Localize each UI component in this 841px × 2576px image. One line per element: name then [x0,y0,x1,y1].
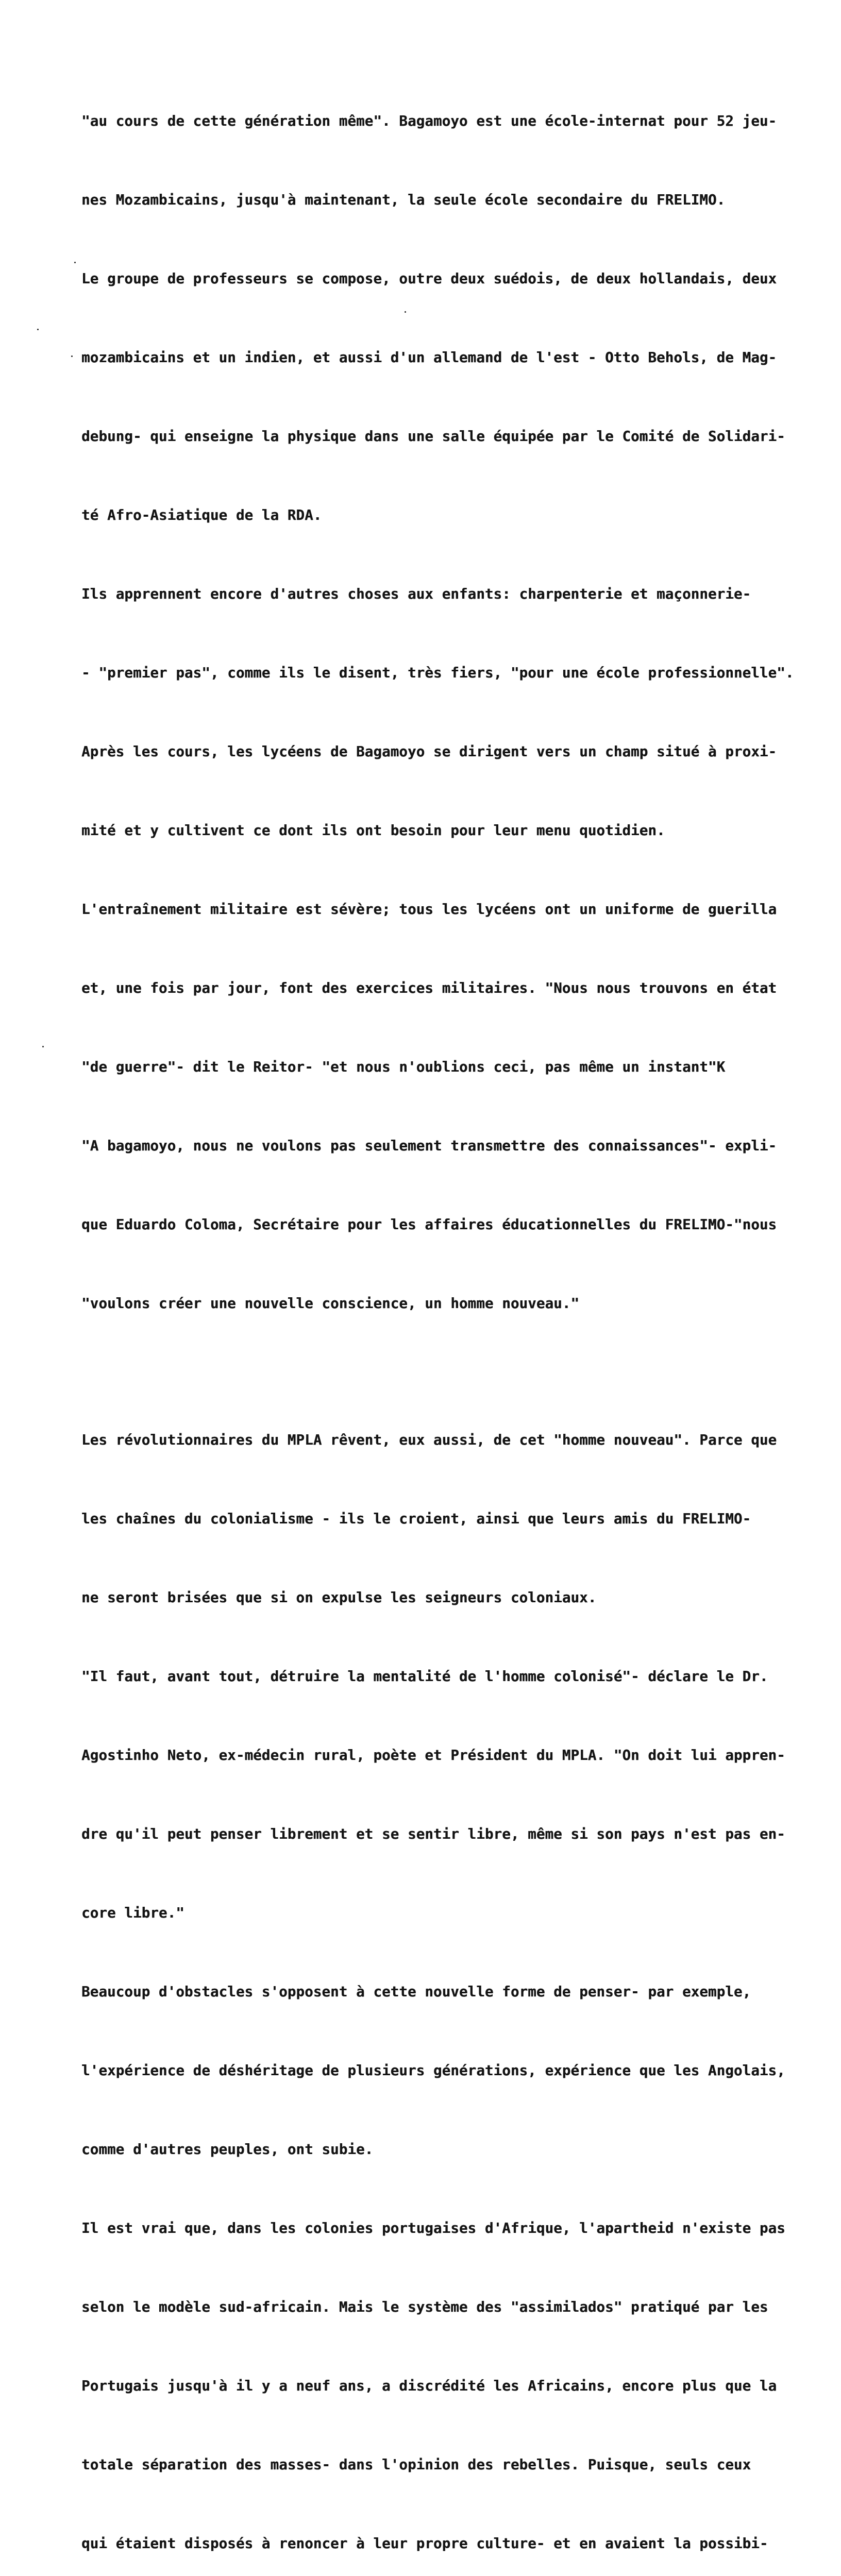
text-line: "de guerre"- dit le Reitor- "et nous n'oublions ceci, pas même un instant"K [81,1059,726,1075]
text-line: et, une fois par jour, font des exercices militaires. "Nous nous trouvons en état [81,980,777,996]
ink-speck [42,1046,44,1047]
text-line: té Afro-Asiatique de la RDA. [81,507,322,523]
text-line: nes Mozambicains, jusqu'à maintenant, la seule école secondaire du FRELIMO. [81,192,726,208]
ink-speck [405,311,406,313]
text-line: dre qu'il peut penser librement et se sentir libre, même si son pays n'est pas en- [81,1826,785,1842]
text-line: - "premier pas", comme ils le disent, très fiers, "pour une école professionnelle". [81,665,794,681]
text-line: "voulons créer une nouvelle conscience, un homme nouveau." [81,1295,580,1312]
paragraph-gap [81,1369,823,1375]
typed-text-body [81,56,823,2576]
text-line: l'expérience de déshéritage de plusieurs générations, expérience que les Angolais, [81,2062,785,2079]
ink-speck [37,329,39,330]
text-line: qui étaient disposés à renoncer à leur propre culture- et en avaient la possibi- [81,2535,768,2552]
text-line: debung- qui enseigne la physique dans une salle équipée par le Comité de Solidari- [81,428,785,445]
ink-speck [71,355,73,357]
text-line: Il est vrai que, dans les colonies portugaises d'Afrique, l'apartheid n'existe pas [81,2220,785,2236]
text-line: Portugais jusqu'à il y a neuf ans, a discrédité les Africains, encore plus que la [81,2378,777,2394]
text-line: que Eduardo Coloma, Secrétaire pour les affaires éducationnelles du FRELIMO-"nous [81,1216,777,1233]
text-line: mité et y cultivent ce dont ils ont besoin pour leur menu quotidien. [81,822,665,839]
text-line: les chaînes du colonialisme - ils le croient, ainsi que leurs amis du FRELIMO- [81,1511,751,1527]
text-line: Ils apprennent encore d'autres choses aux enfants: charpenterie et maçonnerie- [81,586,751,602]
text-line: Après les cours, les lycéens de Bagamoyo se dirigent vers un champ situé à proxi- [81,743,777,760]
text-line: Les révolutionnaires du MPLA rêvent, eux aussi, de cet "homme nouveau". Parce que [81,1432,777,1448]
text-line: comme d'autres peuples, ont subie. [81,2141,374,2158]
text-line: "A bagamoyo, nous ne voulons pas seulement transmettre des connaissances"- expli- [81,1138,777,1154]
text-line: totale séparation des masses- dans l'opinion des rebelles. Puisque, seuls ceux [81,2456,751,2473]
text-line: "Il faut, avant tout, détruire la mentalité de l'homme colonisé"- déclare le Dr. [81,1668,768,1685]
text-line: L'entraînement militaire est sévère; tous les lycéens ont un uniforme de guerilla [81,901,777,918]
text-line: selon le modèle sud-africain. Mais le système des "assimilados" pratiqué par les [81,2299,768,2315]
text-line: Le groupe de professeurs se compose, outre deux suédois, de deux hollandais, deux [81,270,777,287]
text-line: mozambicains et un indien, et aussi d'un allemand de l'est - Otto Behols, de Mag- [81,349,777,366]
text-line: ne seront brisées que si on expulse les seigneurs coloniaux. [81,1589,597,1606]
text-line: Beaucoup d'obstacles s'opposent à cette nouvelle forme de penser- par exemple, [81,1984,751,2000]
text-line: Agostinho Neto, ex-médecin rural, poète et Président du MPLA. "On doit lui appren- [81,1747,785,1764]
text-line: core libre." [81,1905,184,1921]
text-line: "au cours de cette génération même". Bagamoyo est une école-internat pour 52 jeu- [81,113,777,129]
ink-speck [74,262,76,263]
